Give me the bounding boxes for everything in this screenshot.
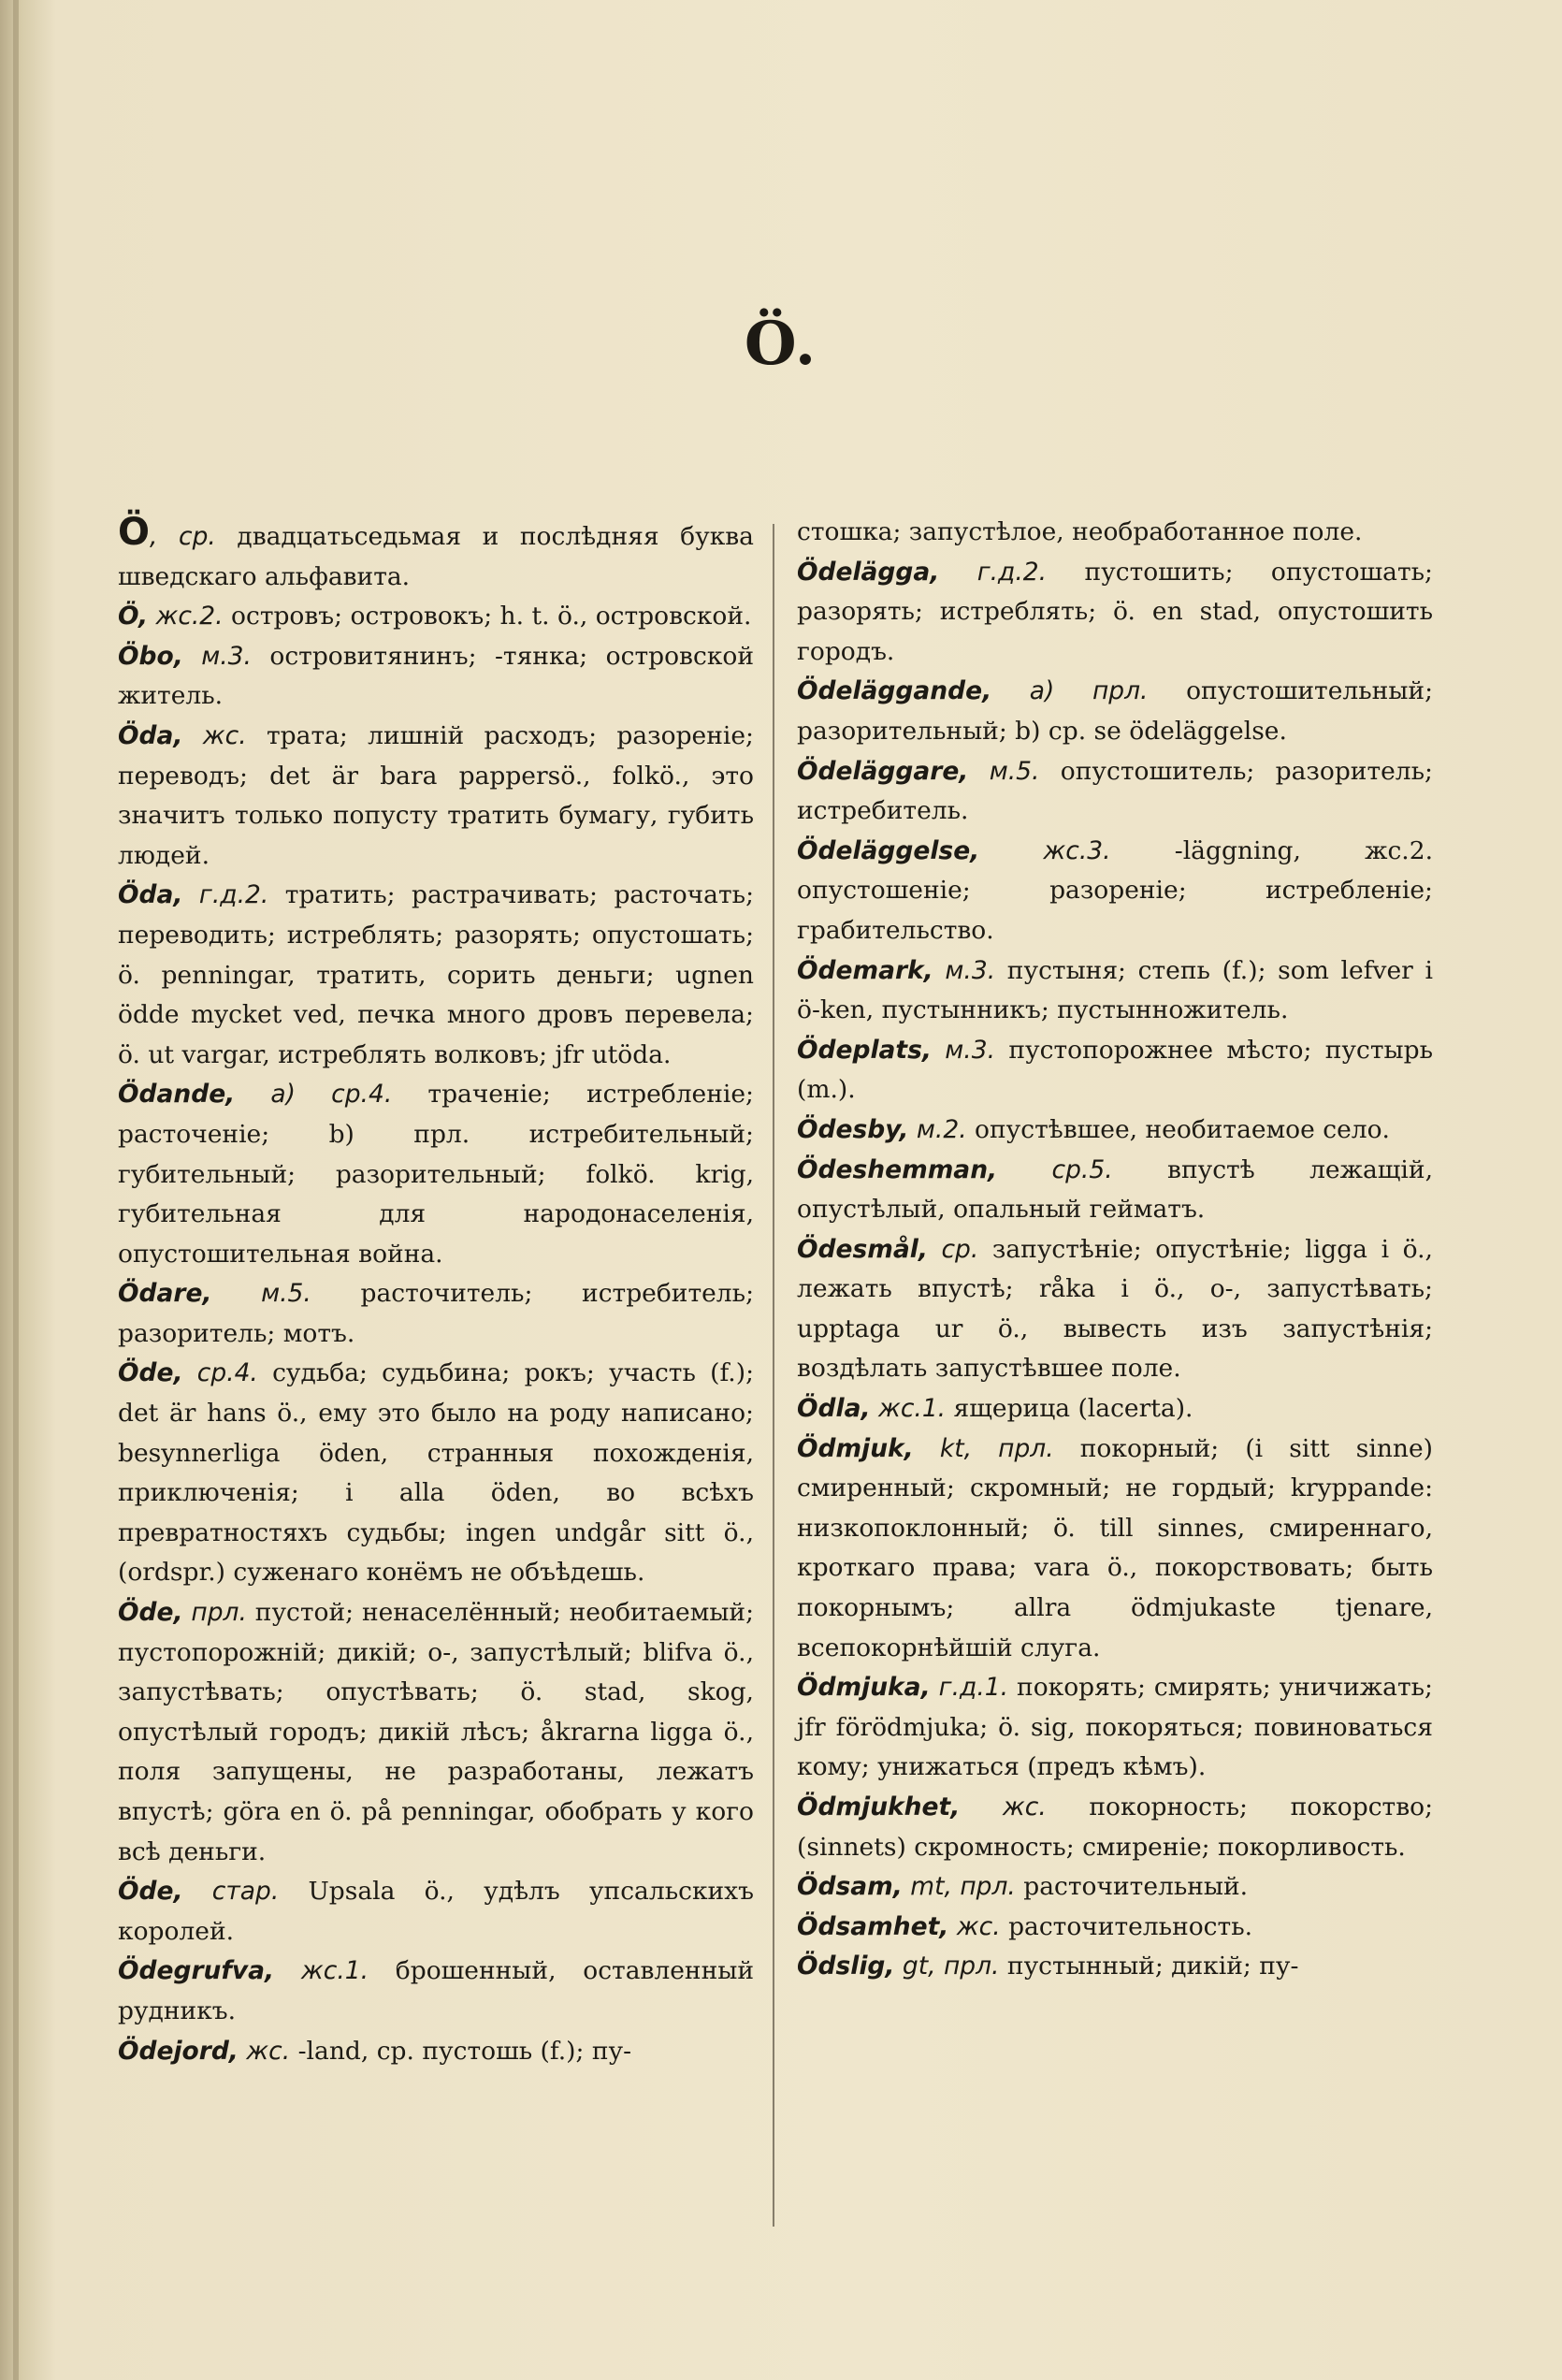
entry-headword: Ödla, [797,1394,871,1424]
entry-headword: Ödegrufva, [118,1956,275,1986]
entry-headword: Ödesmål, [797,1234,928,1264]
entry-headword: Ödemark, [797,955,933,985]
dictionary-entry [797,1429,1433,1669]
dictionary-entry [118,717,754,876]
entry-headword: Ödesby, [797,1114,909,1144]
dictionary-entry [797,672,1433,751]
entry-headword: Ödelägga, [797,557,940,587]
entry-headword: Ödeläggelse, [797,835,980,865]
dictionary-entry [797,832,1433,951]
dictionary-entry [118,1354,754,1593]
entry-grammar: kt, прл. [913,1433,1054,1463]
entry-grammar: жс. [948,1911,1001,1941]
entry-definition: расточительность. [1000,1911,1253,1941]
entry-grammar: прл. [182,1598,247,1628]
entry-grammar: жс.2. [148,602,224,631]
entry-headword: Ö, [118,602,149,631]
dictionary-entry [118,1075,754,1274]
entry-definition: островъ; островокъ; h. t. ö., островской. [223,602,752,631]
dictionary-entry [797,752,1433,832]
entry-definition: трата; лишній расходъ; разореніе; переводъ; det är bara pappersö., folkö., это значитъ только попусту тратить бумагу, губить людей. [118,720,754,870]
entry-grammar: , ср. [150,522,216,551]
dictionary-entry [118,637,754,717]
dictionary-entry [797,1668,1433,1788]
entry-headword: Ödmjuka, [797,1673,931,1703]
dictionary-entry [118,1872,754,1952]
entry-definition: двадцатьседьмая и послѣдняя буква шведскаго альфавита. [118,522,754,591]
entry-definition: ящерица (lacerta). [946,1394,1193,1424]
entry-headword: Ödande, [118,1080,236,1110]
entry-definition: пустошить; опустошать; разорять; истреблять; ö. en stad, опустошить городъ. [797,557,1433,666]
entry-grammar: жс.1. [274,1956,369,1986]
dictionary-entry [797,1151,1433,1230]
entry-headword: Ödeshemman, [797,1154,998,1184]
entry-grammar: м.5. [211,1279,311,1309]
section-letter-heading: Ö. [744,309,818,379]
dictionary-entry [118,876,754,1075]
entry-grammar: г.д.2. [182,880,269,910]
entry-headword: Ödmjukhet, [797,1792,961,1821]
entry-grammar: mt, прл. [902,1872,1016,1902]
entry-definition: стошка; запустѣлое, необработанное поле. [797,517,1363,546]
entry-grammar: м.3. [931,1035,995,1065]
entry-definition: впустѣ лежащій, опустѣлый, опальный гейматъ. [797,1154,1433,1225]
entry-grammar: ср.5. [997,1154,1113,1184]
entry-definition: запустѣніе; опустѣніе; ligga i ö., лежать впустѣ; råka i ö., о-, запустѣвать; upptaga ur ö., вывесть изъ запустѣнія; воздѣлать запустѣвшее поле. [797,1234,1433,1384]
entry-definition: траченіе; истребленіе; расточеніе; b) прл. истребительный; губительный; разорительный; folkö. krig, губительная для народонаселенія, опустошительная война. [118,1080,754,1269]
dictionary-entry [118,2032,754,2072]
entry-grammar: м.5. [968,756,1040,786]
entry-grammar: жс. [182,720,247,750]
entry-headword: Ö [118,511,151,554]
entry-grammar: г.д.2. [939,557,1048,587]
entry-grammar: жс.3. [979,835,1111,865]
entry-headword: Ödeplats, [797,1035,932,1065]
entry-definition: пустопорожнее мѣсто; пустырь (m.). [797,1035,1433,1105]
entry-definition: -land, ср. пустошь (f.); пу- [290,2036,632,2066]
entry-headword: Öde, [118,1358,183,1388]
dictionary-entry [118,1274,754,1354]
entry-definition: расточитель; истребитель; разоритель; мотъ. [118,1279,755,1348]
dictionary-entry [797,553,1433,673]
dictionary-entry [797,1908,1433,1948]
entry-grammar: ср.4. [182,1358,258,1388]
entry-grammar: м.3. [182,641,252,671]
dictionary-entry [118,1593,754,1872]
dictionary-entry [797,1031,1433,1110]
dictionary-entry [118,597,754,637]
entry-headword: Öda, [118,720,183,750]
entry-grammar: жс.1. [870,1394,947,1424]
entry-headword: Ödsamhet, [797,1911,949,1941]
dictionary-entry [797,1110,1433,1151]
entry-definition: пустынный; дикій; пу- [999,1952,1299,1981]
dictionary-entry [797,1389,1433,1429]
entry-grammar: а) ср.4. [235,1080,393,1110]
entry-headword: Ödeläggare, [797,756,969,786]
dictionary-entry [797,1788,1433,1867]
dictionary-entry [797,1230,1433,1389]
entry-grammar: ср. [927,1234,979,1264]
column-divider [773,524,774,2227]
entry-definition: расточительный. [1015,1872,1249,1902]
entry-definition: покорность; покорство; (sinnets) скромность; смиреніе; покорливость. [797,1792,1433,1862]
entry-definition: опустѣвшее, необитаемое село. [966,1114,1390,1144]
entry-grammar: жс. [960,1792,1047,1821]
entry-headword: Ödmjuk, [797,1433,914,1463]
entry-headword: Ödsam, [797,1872,903,1902]
entry-grammar: а) прл. [991,676,1149,706]
entry-definition: опустошитель; разоритель; истребитель. [797,756,1433,826]
dictionary-entry [797,951,1433,1031]
entry-definition: судьба; судьбина; рокъ; участь (f.); det är hans ö., ему это было на роду написано; besynnerliga öden, странныя похожденія, приключенія; i alla öden, во всѣхъ превратностяхъ судьбы; ingen undgår sitt ö., (ordspr.) суженаго конёмъ не объѣдешь. [118,1358,754,1588]
entry-headword: Ödare, [118,1279,212,1309]
entry-definition: -läggning, жс.2. опустошеніе; разореніе; истребленіе; грабительство. [797,835,1433,945]
entry-definition: пустой; ненаселённый; необитаемый; пустопорожній; дикій; о-, запустѣлый; blifva ö., запустѣвать; опустѣвать; ö. stad, skog, опустѣлый городъ; дикій лѣсъ; åkrarna ligga ö., поля запущены, не разработаны, лежатъ впустѣ; göra en ö. på penningar, обобрать у кого всѣ деньги. [118,1598,755,1866]
dictionary-entry [797,1947,1433,1987]
dictionary-entry [118,1952,754,2031]
left-column [118,513,754,2071]
entry-headword: Öde, [118,1877,183,1907]
entry-definition: покорять; смирять; уничижать; jfr förödmjuka; ö. sig, покоряться; повиноваться кому; унижаться (предъ кѣмъ). [797,1673,1433,1782]
entry-definition: Upsala ö., удѣлъ упсальскихъ королей. [118,1877,754,1946]
dictionary-entry [797,1867,1433,1908]
entry-headword: Öbo, [118,641,183,671]
entry-headword: Ödslig, [797,1952,895,1981]
entry-headword: Öda, [118,880,183,910]
entry-grammar: м.2. [908,1114,967,1144]
entry-grammar: жс. [238,2036,291,2066]
right-column [797,513,1433,1987]
entry-definition: опустошительный; разорительный; b) ср. se ödeläggelse. [797,676,1433,746]
entry-definition: брошенный, оставленный рудникъ. [118,1956,755,2025]
entry-grammar: м.3. [933,955,996,985]
entry-headword: Ödeläggande, [797,676,992,706]
entry-headword: Ödejord, [118,2036,239,2066]
entry-definition: островитянинъ; -тянка; островской житель. [118,641,754,711]
entry-definition: тратить; растрачивать; расточать; переводить; истреблять; разорять; опустошать; ö. penningar, тратить, сорить деньги; ugnen ödde mycket ved, печка много дровъ перевела; ö. ut vargar, истреблять волковъ; jfr utöda. [118,880,754,1069]
entry-grammar: г.д.1. [930,1673,1009,1703]
entry-definition: покорный; (i sitt sinne) смиренный; скромный; не гордый; kryppande: низкопоклонный; ö. till sinnes, смиреннаго, кроткаго права; vara ö., покорствовать; быть покорнымъ; allra ödmjukaste tjenare, всепокорнѣйшій слуга. [797,1433,1433,1662]
entry-headword: Öde, [118,1598,183,1628]
entry-definition: пустыня; степь (f.); som lefver i ö-ken, пустынникъ; пустынножитель. [797,955,1434,1025]
dictionary-entry [118,513,754,597]
entry-grammar: gt, прл. [894,1952,1000,1981]
entry-grammar: стар. [182,1877,280,1907]
dictionary-entry [797,513,1433,553]
